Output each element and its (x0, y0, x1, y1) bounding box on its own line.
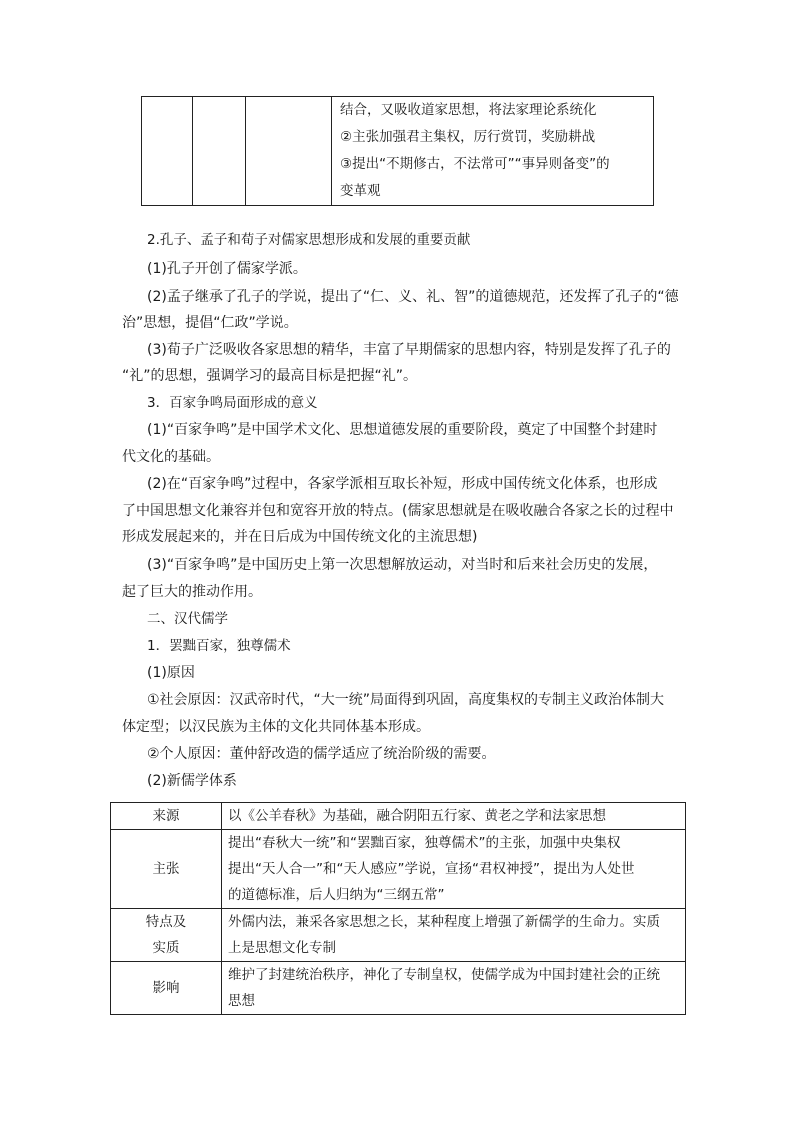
section-heading: 1．罢黜百家，独尊儒术 (147, 638, 291, 654)
row-content-line: 的道德标准，后人归纳为“三纲五常” (228, 887, 445, 903)
paragraph-line: (3)“百家争鸣”是中国历史上第一次思想解放运动，对当时和后来社会历史的发展， (147, 557, 658, 573)
row-content (222, 830, 686, 909)
table-line: 变革观 (340, 183, 381, 199)
row-content-line: 维护了封建统治秩序，神化了专制皇权，使儒学成为中国封建社会的正统 (228, 967, 660, 983)
row-content-line: 外儒内法，兼采各家思想之长，某种程度上增强了新儒学的生命力。实质 (228, 914, 660, 930)
paragraph-line: 形成发展起来的，并在日后成为中国传统文化的主流思想) (122, 529, 478, 545)
row-label-line: 影响 (152, 980, 180, 996)
section-heading: 2.孔子、孟子和荀子对儒家思想形成和发展的重要贡献 (147, 232, 471, 248)
row-content (222, 909, 686, 962)
paragraph-line: (1)“百家争鸣”是中国学术文化、思想道德发展的重要阶段，奠定了中国整个封建时 (147, 422, 658, 438)
paragraph-line: 治”思想，提倡“仁政”学说。 (122, 315, 298, 331)
paragraph-line: (2)新儒学体系 (147, 773, 237, 789)
paragraph-line: (1)原因 (147, 665, 195, 681)
table-line: ②主张加强君主集权，厉行赏罚，奖励耕战 (340, 129, 596, 145)
paragraph-line: 体定型；以汉民族为主体的文化共同体基本形成。 (122, 719, 430, 735)
row-content (222, 803, 686, 830)
row-content-line: 上是思想文化专制 (228, 940, 336, 956)
continuation-table (141, 96, 654, 206)
row-content-line: 思想 (228, 993, 255, 1009)
row-content (222, 962, 686, 1015)
paragraph-line: “礼”的思想，强调学习的最高目标是把握“礼”。 (122, 368, 418, 384)
table-line: 结合，又吸收道家思想，将法家理论系统化 (340, 102, 597, 118)
table-cell-empty-2 (193, 97, 246, 206)
paragraph-line: 起了巨大的推动作用。 (122, 584, 262, 600)
table-cell-empty-1 (142, 97, 193, 206)
table-cell-empty-3 (246, 97, 332, 206)
table-line: ③提出“不期修古，不法常可”“事异则备变”的 (340, 156, 610, 172)
paragraph-line: 代文化的基础。 (122, 449, 220, 465)
table-cell-content (332, 97, 654, 206)
new-confucianism-table (110, 802, 686, 1015)
paragraph-line: ②个人原因：董仲舒改造的儒学适应了统治阶级的需要。 (147, 746, 496, 762)
row-label (111, 803, 222, 830)
section-heading: 3．百家争鸣局面形成的意义 (147, 395, 318, 411)
row-label (111, 909, 222, 962)
section-heading: 二、汉代儒学 (147, 611, 228, 627)
row-label-line: 实质 (152, 940, 180, 956)
row-label (111, 830, 222, 909)
row-label-line: 特点及 (145, 914, 187, 930)
table-row (111, 962, 686, 1015)
row-content-line: 以《公羊春秋》为基础，融合阴阳五行家、黄老之学和法家思想 (228, 808, 606, 824)
paragraph-line: 了中国思想文化兼容并包和宽容开放的特点。(儒家思想就是在吸收融合各家之长的过程中 (122, 503, 674, 519)
paragraph-line: (2)在“百家争鸣”过程中，各家学派相互取长补短，形成中国传统文化体系，也形成 (147, 476, 658, 492)
paragraph-line: (1)孔子开创了儒家学派。 (147, 261, 307, 277)
paragraph-line: (3)荀子广泛吸收各家思想的精华，丰富了早期儒家的思想内容，特别是发挥了孔子的 (147, 342, 671, 358)
row-label (111, 962, 222, 1015)
paragraph-line: ①社会原因：汉武帝时代，“大一统”局面得到巩固，高度集权的专制主义政治体制大 (147, 692, 665, 708)
table-row (111, 909, 686, 962)
paragraph-line: (2)孟子继承了孔子的学说，提出了“仁、义、礼、智”的道德规范，还发挥了孔子的“德 (147, 289, 679, 305)
row-content-line: 提出“春秋大一统”和“罢黜百家，独尊儒术”的主张，加强中央集权 (228, 835, 621, 851)
table-row (111, 803, 686, 830)
table-row (111, 830, 686, 909)
row-label-line: 主张 (152, 861, 180, 877)
row-label-line: 来源 (152, 808, 180, 824)
row-content-line: 提出“天人合一”和“天人感应”学说，宣扬“君权神授”，提出为人处世 (228, 861, 635, 877)
